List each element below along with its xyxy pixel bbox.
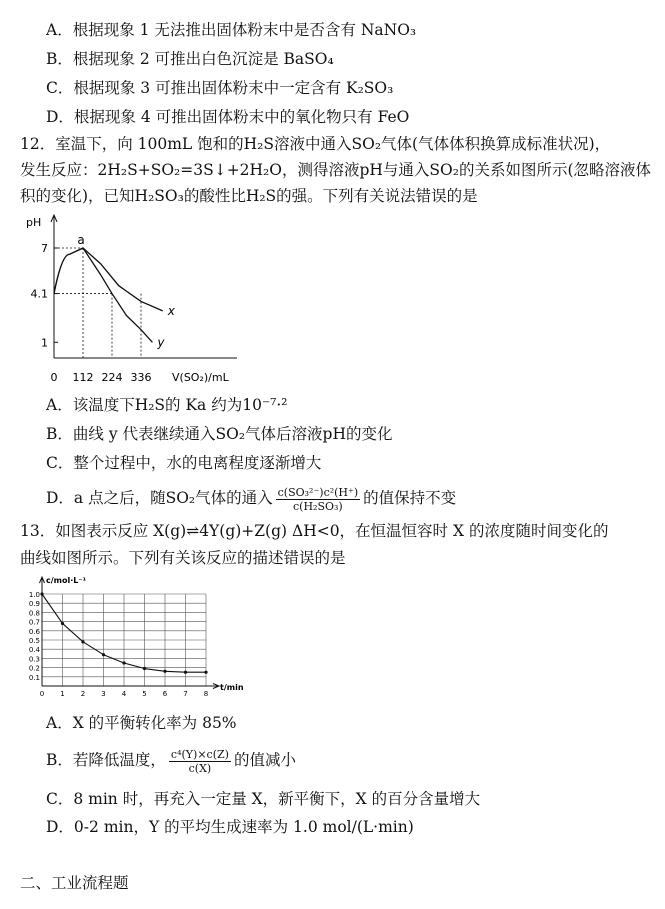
ph-point-a-label: a	[77, 233, 85, 247]
ph-x-axis-label: V(SO₂)/mL	[172, 371, 229, 384]
q12-option-c: C．整个过程中，水的电离程度逐渐增大	[46, 454, 322, 472]
q12-stem-line2: 发生反应：2H₂S+SO₂=3S↓+2H₂O，测得溶液pH与通入SO₂的关系如图所示(忽略溶液体	[20, 161, 652, 179]
conc-data-point	[204, 671, 207, 674]
conc-x-tick-label: 5	[142, 690, 147, 698]
q11-option-a: A．根据现象 1 无法推出固体粉末中是否含有 NaNO₃	[46, 21, 417, 39]
conc-y-tick-label: 1.0	[28, 591, 40, 599]
q12-option-d	[46, 481, 456, 515]
conc-data-point	[40, 592, 43, 595]
conc-data-point	[102, 653, 105, 656]
q13-fraction-denominator: c(X)	[188, 761, 212, 775]
conc-data-point	[81, 640, 84, 643]
section-heading: 二、工业流程题	[20, 874, 129, 892]
q13-fraction-numerator: c⁴(Y)×c(Z)	[170, 747, 229, 761]
ph-x-tick-label: 112	[72, 371, 94, 384]
q13-option-b	[46, 742, 296, 778]
ph-curve-y	[54, 248, 152, 342]
conc-x-tick-label: 2	[80, 690, 86, 698]
conc-y-tick-label: 0.3	[28, 655, 40, 664]
q13-option-b-prefix: B．若降低温度，	[46, 751, 166, 769]
conc-y-tick-label: 0.6	[28, 627, 40, 636]
conc-x-tick-label: 7	[183, 690, 188, 698]
q13-option-a: A．X 的平衡转化率为 85%	[46, 714, 237, 732]
concentration-chart	[28, 574, 244, 698]
ph-x-tick-label: 0	[50, 371, 58, 384]
q12-fraction-denominator: c(H₂SO₃)	[293, 499, 343, 513]
conc-y-tick-label: 0.9	[28, 600, 40, 609]
conc-data-point	[184, 671, 187, 674]
q12-option-b: B．曲线 y 代表继续通入SO₂气体后溶液pH的变化	[46, 425, 393, 443]
q12-stem-line1: 12．室温下，向 100mL 饱和的H₂S溶液中通入SO₂气体(气体体积换算成标准状况)，	[20, 135, 611, 153]
q11-option-d: D．根据现象 4 可推出固体粉末中的氧化物只有 FeO	[46, 108, 410, 126]
q12-option-d-prefix: D．a 点之后，随SO₂气体的通入	[46, 489, 273, 507]
ph-y-tick-label: 7	[41, 242, 48, 255]
ph-series-label-x: x	[167, 303, 175, 318]
q13-option-d: D．0-2 min，Y 的平均生成速率为 1.0 mol/(L·min)	[46, 818, 414, 836]
conc-x-tick-label: 8	[203, 690, 209, 698]
q12-fraction-numerator: c(SO₃²⁻)c²(H⁺)	[277, 485, 359, 499]
conc-x-axis-label: t/min	[220, 683, 244, 692]
ph-chart	[22, 210, 252, 390]
conc-data-point	[143, 667, 146, 670]
q11-option-c: C．根据现象 3 可推出固体粉末中一定含有 K₂SO₃	[46, 79, 394, 97]
q13-option-c: C．8 min 时，再充入一定量 X，新平衡下，X 的百分含量增大	[46, 790, 481, 808]
conc-x-tick-label: 6	[162, 690, 168, 698]
ph-y-axis-label: pH	[26, 216, 42, 229]
q12-option-d-fraction	[276, 486, 360, 513]
conc-data-point	[163, 670, 166, 673]
conc-data-point	[61, 622, 64, 625]
conc-x-tick-label: 0	[39, 690, 45, 698]
conc-y-axis-label: c/mol·L⁻¹	[46, 576, 87, 585]
ph-curve-x	[54, 248, 163, 311]
q12-option-a: A．该温度下H₂S的 Ka 约为10⁻⁷·²	[46, 396, 288, 414]
ph-y-tick-label: 1	[41, 336, 48, 350]
q11-option-b: B．根据现象 2 可推出白色沉淀是 BaSO₄	[46, 50, 334, 68]
q12-stem-line3: 积的变化)，已知H₂SO₃的酸性比H₂S的强。下列有关说法错误的是	[20, 187, 478, 205]
q13-stem-line2: 曲线如图所示。下列有关该反应的描述错误的是	[20, 549, 346, 567]
conc-x-tick-label: 3	[101, 690, 106, 698]
conc-y-tick-label: 0.1	[28, 673, 40, 682]
conc-y-tick-label: 0.7	[28, 618, 40, 627]
ph-y-tick-label: 4.1	[30, 287, 48, 301]
q13-option-b-suffix: 的值减小	[233, 751, 296, 769]
conc-y-tick-label: 0.8	[28, 609, 40, 618]
ph-x-tick-label: 224	[101, 371, 123, 384]
conc-y-tick-label: 0.4	[28, 646, 40, 655]
q13-stem-line1: 13．如图表示反应 X(g)⇌4Y(g)+Z(g) ΔH<0，在恒温恒容时 X 的浓度随时间变化的	[20, 522, 609, 540]
ph-series-label-y: y	[157, 335, 165, 350]
conc-x-tick-label: 1	[60, 690, 65, 698]
ph-x-tick-label: 336	[130, 371, 152, 384]
conc-y-tick-label: 0.5	[28, 637, 40, 645]
q12-option-d-suffix: 的值保持不变	[363, 489, 457, 507]
conc-y-tick-label: 0.2	[28, 664, 40, 673]
conc-data-point	[122, 661, 125, 664]
q13-option-b-fraction	[169, 748, 231, 775]
conc-x-tick-label: 4	[121, 690, 127, 698]
